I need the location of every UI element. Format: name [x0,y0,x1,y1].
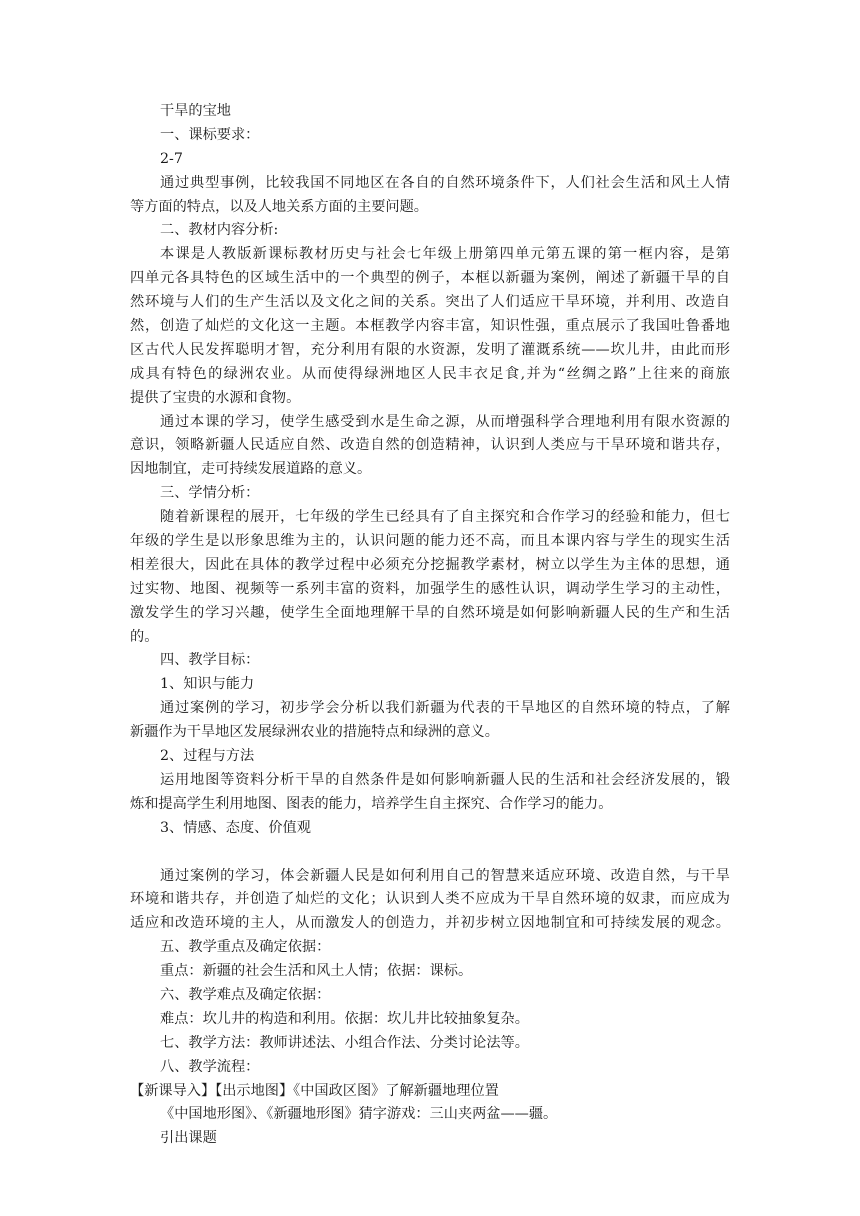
section-heading-procedure: 八、教学流程： [160,1058,260,1075]
text-line: 的。 [130,628,159,645]
text-line: 炼和提高学生利用地图、图表的能力，培养学生自主探究、合作学习的能力。 [130,795,613,812]
section-heading-curriculum: 一、课标要求： [160,126,260,143]
text-line: 随着新课程的展开，七年级的学生已经具有了自主探究和合作学习的经验和能力，但七 [160,509,730,526]
text-line: 环境和谐共存，并创造了灿烂的文化；认识到人类不应成为干旱自然环境的奴隶，而应成为 [130,891,730,908]
text-line: 通过案例的学习，初步学会分析以我们新疆为代表的干旱地区的自然环境的特点，了解 [160,700,730,717]
subheading-process: 2、过程与方法 [160,748,255,765]
subheading-knowledge: 1、知识与能力 [160,676,255,693]
text-line: 四单元各具特色的区域生活中的一个典型的例子，本框以新疆为案例，阐述了新疆干旱的自 [130,270,730,287]
text-line: 重点：新疆的社会生活和风土人情；依据：课标。 [160,963,473,980]
section-heading-methods: 七、教学方法：教师讲述法、小组合作法、分类讨论法等。 [160,1034,529,1051]
doc-title: 干旱的宝地 [160,103,231,119]
subheading-attitude: 3、情感、态度、价值观 [160,819,311,836]
text-line: 区古代人民发挥聪明才智，充分利用有限的水资源，发明了灌溉系统——坎儿井，由此而形 [130,341,730,358]
section-heading-learners: 三、学情分析： [160,485,260,502]
text-line: 难点：坎儿井的构造和利用。依据：坎儿井比较抽象复杂。 [160,1010,529,1027]
section-heading-difficulties: 六、教学难点及确定依据： [160,986,331,1003]
text-line: 引出课题 [160,1130,217,1147]
text-line: 过实物、地图、视频等一系列丰富的资料，加强学生的感性认识，调动学生学习的主动性， [130,580,730,597]
section-heading-objectives: 四、教学目标： [160,652,260,669]
text-line: 意识，领略新疆人民适应自然、改造自然的创造精神，认识到人类应与干旱环境和谐共存， [130,437,730,454]
standard-code: 2-7 [160,150,183,167]
text-line: 因地制宜，走可持续发展道路的意义。 [130,461,372,478]
section-heading-textbook: 二、教材内容分析: [160,222,279,239]
text-line: 运用地图等资料分析干旱的自然条件是如何影响新疆人民的生活和社会经济发展的，锻 [160,771,730,788]
text-line: 本课是人教版新课标教材历史与社会七年级上册第四单元第五课的第一框内容，是第 [160,246,730,263]
text-line: 通过本课的学习，使学生感受到水是生命之源，从而增强科学合理地利用有限水资源的 [160,413,730,430]
text-line: 通过案例的学习，体会新疆人民是如何利用自己的智慧来适应环境、改造自然，与干旱 [160,867,730,884]
text-line: 提供了宝贵的水源和食物。 [130,389,301,406]
text-line: 【新课导入】【出示地图】《中国政区图》了解新疆地理位置 [130,1082,499,1099]
section-heading-key-points: 五、教学重点及确定依据： [160,939,331,956]
text-line: 成具有特色的绿洲农业。从而使得绿洲地区人民丰衣足食,并为“丝绸之路”上往来的商旅 [130,365,730,382]
text-line: 年级的学生是以形象思维为主的，认识问题的能力还不高，而且本课内容与学生的现实生活 [130,533,730,550]
text-line: 适应和改造环境的主人，从而激发人的创造力，并初步树立因地制宜和可持续发展的观念。 [130,915,730,932]
text-line: 相差很大，因此在具体的教学过程中必须充分挖掘教学素材，树立以学生为主体的思想，通 [130,556,730,573]
text-line: 激发学生的学习兴趣，使学生全面地理解干旱的自然环境是如何影响新疆人民的生产和生活 [130,604,730,621]
text-line: 等方面的特点，以及人地关系方面的主要问题。 [130,198,428,215]
text-line: 然，创造了灿烂的文化这一主题。本框教学内容丰富，知识性强，重点展示了我国吐鲁番地 [130,318,730,335]
text-line: 《中国地形图》、《新疆地形图》猜字游戏：三山夹两盆——疆。 [160,1106,558,1123]
text-line: 新疆作为干旱地区发展绿洲农业的措施特点和绿洲的意义。 [130,724,499,741]
text-line: 通过典型事例，比较我国不同地区在各自的自然环境条件下，人们社会生活和风土人情 [160,174,730,191]
text-line: 然环境与人们的生产生活以及文化之间的关系。突出了人们适应干旱环境，并利用、改造自 [130,294,730,311]
blank-line [130,841,730,865]
